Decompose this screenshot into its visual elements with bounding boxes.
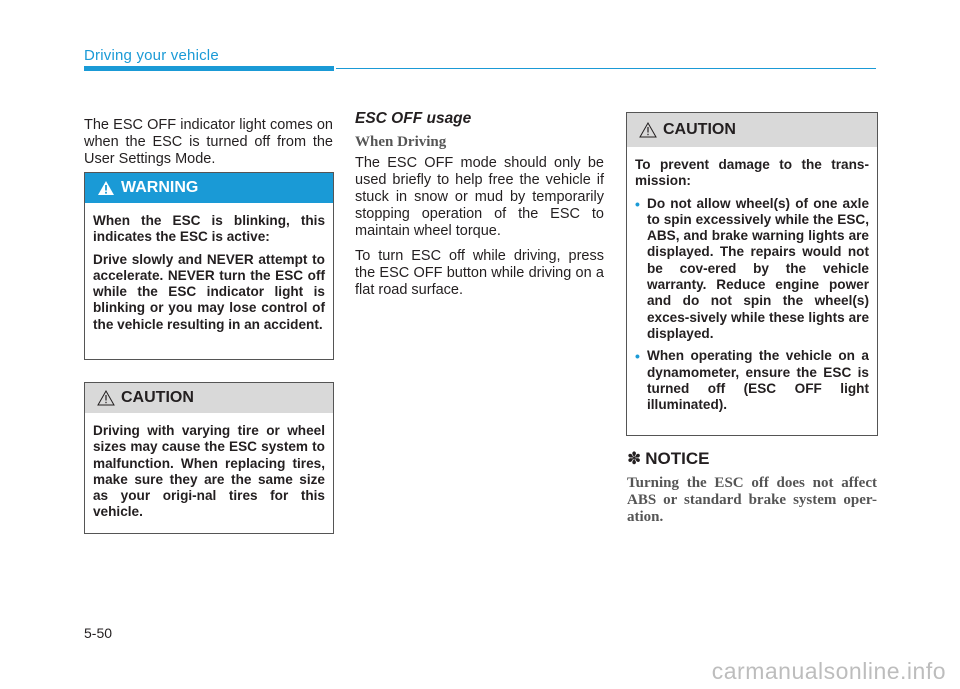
list-item (635, 348, 869, 413)
warning-triangle-icon (97, 180, 115, 196)
caution-header (85, 383, 333, 413)
caution-lead: To prevent damage to the trans-mission: (635, 157, 869, 189)
notice-heading (627, 449, 877, 469)
warning-box (84, 172, 334, 360)
header-rule-accent (84, 66, 334, 71)
intro-paragraph: The ESC OFF indicator light comes on when the ESC is turned off from the User Settings Mode. (84, 117, 333, 167)
bullet-text: When operating the vehicle on a dynamometer, ensure the ESC is turned off (ESC OFF light illuminated). (647, 348, 869, 413)
list-item (635, 196, 869, 343)
caution-box-transmission (626, 112, 878, 436)
usage-paragraph-2: To turn ESC off while driving, press the ESC OFF button while driving on a flat road surface. (355, 248, 604, 298)
warning-header (85, 173, 333, 203)
caution-header (627, 113, 877, 147)
caution-text: Driving with varying tire or wheel sizes may cause the ESC system to malfunction. When replacing tires, make sure they are the same size as your origi-nal tires for this vehicle. (93, 423, 325, 520)
caution-body (85, 413, 333, 529)
header-rule-line (336, 68, 876, 69)
esc-off-usage-section (355, 110, 604, 307)
warning-text: Drive slowly and NEVER attempt to accelerate. NEVER turn the ESC off while the ESC indicator light is blinking or you may lose control of the vehicle resulting in an accident. (93, 251, 325, 332)
notice-section (627, 449, 877, 526)
bullet-dot-icon: • (635, 195, 640, 212)
bullet-dot-icon: • (635, 348, 640, 365)
caution-triangle-icon (97, 390, 115, 406)
caution-bullet-list (635, 196, 869, 414)
watermark: carmanualsonline.info (711, 658, 946, 684)
caution-body (627, 147, 877, 427)
notice-star-icon: ✽ (627, 449, 642, 468)
caution-title: CAUTION (663, 121, 736, 138)
subheading: When Driving (355, 134, 447, 150)
caution-box-tires (84, 382, 334, 534)
notice-title: NOTICE (645, 449, 710, 468)
caution-triangle-icon (639, 122, 657, 138)
usage-paragraph-1: The ESC OFF mode should only be used briefly to help free the vehicle if stuck in snow or mud by temporarily stopping operation of the ESC to maintain wheel torque. (355, 155, 604, 239)
notice-text: Turning the ESC off does not affect ABS or standard brake system oper-ation. (627, 475, 877, 525)
warning-lead: When the ESC is blinking, this indicates the ESC is active: (93, 213, 325, 245)
page-number: 5-50 (84, 625, 113, 641)
warning-body (85, 203, 333, 341)
section-title: Driving your vehicle (84, 47, 219, 64)
section-heading: ESC OFF usage (355, 110, 472, 127)
warning-title: WARNING (121, 179, 199, 196)
bullet-text: Do not allow wheel(s) of one axle to spin excessively while the ESC, ABS, and brake warning lights are displayed. The repairs would not be cov-ered by the vehicle warranty. Reduce engine power and do not spin the wheel(s) exces-sively while these lights are displayed. (647, 195, 869, 341)
caution-title: CAUTION (121, 389, 194, 406)
